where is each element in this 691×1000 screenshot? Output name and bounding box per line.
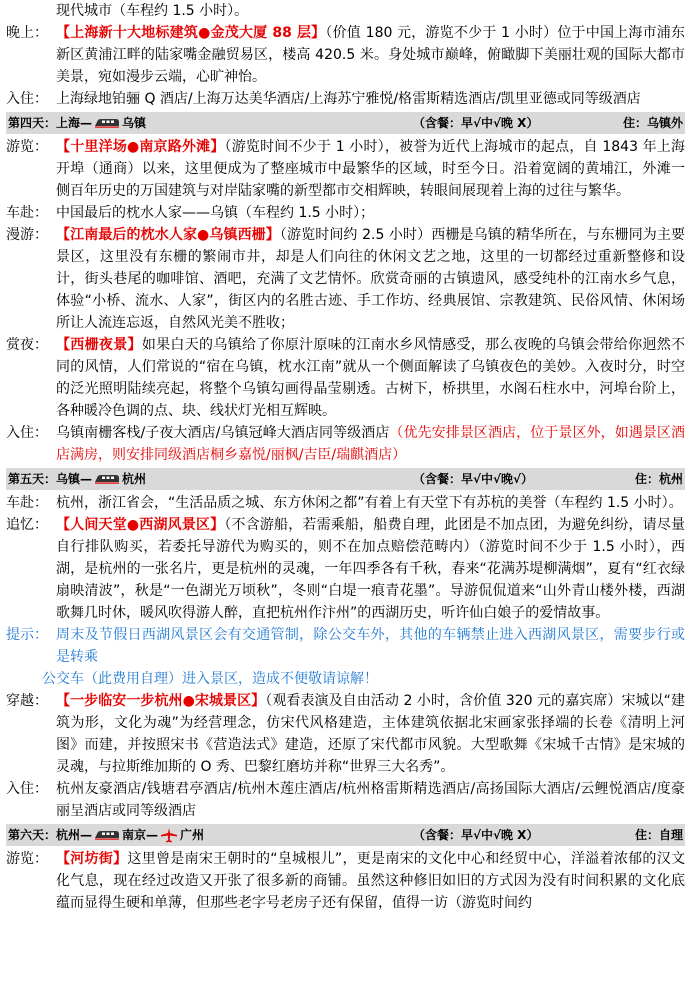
cross-text: （观看表演及自由活动 2 小时，含价值 320 元的嘉宾席）宋城以“建筑为形，文化为魂”为经营理念，仿宋代风格建造，主体建筑依据北宋画家张择端的长卷《清明上河图》而建，并按照宋书《营造法式》建造，还原了宋代都市风貌。大型歌舞《宋城千古情》是宋城的灵魂，与拉斯维加斯的 O 秀、巴黎红磨坊并称“世界三大名秀”。 bbox=[56, 693, 685, 775]
day4-roam-row bbox=[6, 224, 685, 334]
day4-stay-row bbox=[6, 422, 685, 466]
stay-text: 上海绿地铂骊 Q 酒店/上海万达美华酒店/上海苏宁雅悦/格雷斯精选酒店/凯里亚德或同等级酒店 bbox=[56, 91, 641, 107]
day3-stay-row bbox=[6, 88, 685, 110]
stay-note: （优先安排景区酒店，位于景区外，如遇景区酒店满房，则安排同级酒店桐乡嘉悦/丽枫/吉臣/瑞麒酒店） bbox=[56, 425, 686, 463]
highlight-wuzhen: 【江南最后的枕水人家●乌镇西栅】 bbox=[56, 227, 280, 243]
stay-text: 杭州友豪酒店/钱塘君亭酒店/杭州木莲庄酒店/杭州格雷斯精选酒店/高扬国际大酒店/云鲤悦酒店/度豪丽呈酒店或同等级酒店 bbox=[56, 781, 685, 819]
day5-meals: （含餐：早√中√晚√） bbox=[413, 472, 534, 486]
day5-stay-row bbox=[6, 778, 685, 822]
label-stay: 入住： bbox=[6, 425, 48, 441]
highlight-westlake: 【人间天堂●西湖风景区】 bbox=[56, 517, 225, 533]
day4-meals: （含餐：早√中√晚 X） bbox=[413, 116, 539, 130]
label-stay: 入住： bbox=[6, 781, 48, 797]
label-drive: 车赴： bbox=[6, 205, 48, 221]
day6-title: 第六天：杭州— bbox=[8, 828, 93, 842]
stay-text: 乌镇南栅客栈/子夜大酒店/乌镇冠峰大酒店同等级酒店 bbox=[56, 425, 390, 441]
label-stay: 入住： bbox=[6, 91, 48, 107]
train-icon bbox=[94, 117, 120, 129]
label-tour: 游览： bbox=[6, 139, 48, 155]
highlight-hefang-street: 【河坊街】 bbox=[56, 851, 128, 867]
day5-cross-row bbox=[6, 690, 685, 778]
label-cross: 穿越： bbox=[6, 693, 48, 709]
day6-tour-row bbox=[6, 848, 685, 914]
tour-text: 这里曾是南宋王朝时的“皇城根儿”，更是南宋的文化中心和经贸中心，洋溢着浓郁的汉文化气息，现在经过改造又开张了很多新的商铺。虽然这种修旧如旧的方式因为没有时间积累的文化底蕴而显得生硬和单薄，但那些老字号老房子还有保留，值得一访（游览时间约 bbox=[56, 851, 685, 911]
day4-title: 第四天：上海— bbox=[8, 116, 93, 130]
night-view-text: 如果白天的乌镇给了你原汁原味的江南水乡风情感受，那么夜晚的乌镇会带给你迥然不同的风情，人们常说的“宿在乌镇，枕水江南”就从一个侧面解读了乌镇夜色的美妙。入夜时分，时空的泛光照明陆续亮起，将整个乌镇勾画得晶莹剔透。古树下，桥拱里，水阁石柱水中，河埠台阶上，各种暖冷色调的点、块、线状灯光相互辉映。 bbox=[56, 337, 686, 419]
day4-header bbox=[6, 112, 685, 134]
drive-text: 杭州，浙江省会，“生活品质之城、东方休闲之都”有着上有天堂下有苏杭的美誉（车程约 1.5 小时）。 bbox=[56, 495, 683, 511]
train-icon bbox=[94, 829, 120, 841]
day4-tour-row bbox=[6, 136, 685, 202]
day5-recall-row bbox=[6, 514, 685, 624]
day4-drive-row bbox=[6, 202, 685, 224]
day4-destination: 乌镇 bbox=[122, 116, 147, 130]
train-icon bbox=[94, 473, 120, 485]
day6-destination: 广州 bbox=[180, 828, 205, 842]
day5-header bbox=[6, 468, 685, 490]
recall-text: （不含游船，若需乘船，船费自理，此团是不加点团，为避免纠纷，请尽量自行排队购买，若委托导游代为购买的，则不在加点赔偿范畴内）（游览时间不少于 1.5 小时），西湖，是杭州的一张名片，更是杭州的灵魂，一年四季各有千秋，春来“花满苏堤柳满烟”，夏有“红衣绿扇映清波”，秋是“一色湖光万顷秋”，冬则“白堤一痕青花墨”。导游侃侃道来“山外青山楼外楼，西湖歌舞几时休，暖风吹得游人醉，直把杭州作汴州”的西湖历史，听许仙白娘子的爱情故事。 bbox=[56, 517, 686, 621]
day5-tip-row bbox=[6, 624, 685, 668]
day4-stay: 住：乌镇外 bbox=[622, 116, 683, 130]
label-roam: 漫游： bbox=[6, 227, 48, 243]
day5-title: 第五天：乌镇— bbox=[8, 472, 93, 486]
label-night-view: 赏夜： bbox=[6, 337, 48, 353]
tour-text: （游览时间不少于 1 小时），被誉为近代上海城市的起点，自 1843 年上海开埠（通商）以来，这里便成为了整座城市中最繁华的区域，时至今日。沿着宽阔的黄埔江，外滩一侧百年历史的万国建筑与对岸陆家嘴的新型都市交相辉映，转眼间展现着上海的过往与繁华。 bbox=[56, 139, 686, 199]
highlight-songcheng: 【一步临安一步杭州●宋城景区】 bbox=[56, 693, 266, 709]
drive-text: 中国最后的枕水人家——乌镇（车程约 1.5 小时）； bbox=[56, 205, 375, 221]
day6-mid: 南京— bbox=[122, 828, 159, 842]
day5-destination: 杭州 bbox=[122, 472, 147, 486]
roam-text: （游览时间约 2.5 小时）西栅是乌镇的精华所在，与东栅同为主要景区，这里没有东栅的繁闹市井，却是人们向往的休闲文艺之地，这里的一切都经过重新整修和设计，街头巷尾的咖啡馆、酒吧，充满了文艺情怀。欣赏奇丽的古镇遗风，感受纯朴的江南水乡气息，体验“小桥、流水、人家”，街区内的名胜古迹、手工作坊、经典展馆、宗教建筑、民俗风情、休闲场所让人流连忘返，自然风光美不胜收； bbox=[56, 227, 686, 331]
top-line: 现代城市（车程约 1.5 小时）。 bbox=[56, 3, 249, 19]
day6-header bbox=[6, 824, 685, 846]
label-recall: 追忆： bbox=[6, 517, 48, 533]
night-text: （价值 180 元，游览不少于 1 小时）位于中国上海市浦东新区黄浦江畔的陆家嘴金融贸易区，楼高 420.5 米。身处城市巅峰，俯瞰脚下美丽壮观的国际大都市美景，宛如漫步云端，心旷神怡。 bbox=[56, 25, 685, 85]
day5-stay: 住：杭州 bbox=[634, 472, 683, 486]
day6-stay: 住：自理 bbox=[634, 828, 683, 842]
label-night: 晚上： bbox=[6, 25, 48, 41]
label-tour: 游览： bbox=[6, 851, 48, 867]
day3-night-row bbox=[6, 22, 685, 88]
day5-drive-row bbox=[6, 492, 685, 514]
tip-text: 周末及节假日西湖风景区会有交通管制，除公交车外，其他的车辆禁止进入西湖风景区，需要步行或是转乘 bbox=[56, 627, 685, 665]
label-tip: 提示： bbox=[6, 627, 48, 643]
day6-meals: （含餐：早√中√晚 X） bbox=[413, 828, 539, 842]
label-drive: 车赴： bbox=[6, 495, 48, 511]
highlight-bund: 【十里洋场●南京路外滩】 bbox=[56, 139, 225, 155]
plane-icon bbox=[160, 827, 178, 843]
tip-continuation: 公交车（此费用自理）进入景区，造成不便敬请谅解！ bbox=[42, 671, 378, 687]
highlight-jinmao: 【上海新十大地标建筑●金茂大厦 88 层】 bbox=[56, 25, 326, 41]
day4-night-row bbox=[6, 334, 685, 422]
highlight-xizha-night: 【西栅夜景】 bbox=[56, 337, 142, 353]
